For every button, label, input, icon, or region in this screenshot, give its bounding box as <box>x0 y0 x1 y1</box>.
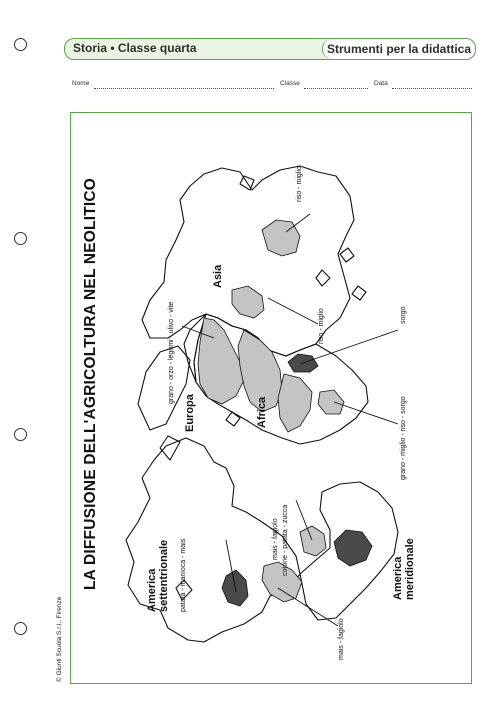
copyright-note: © Giunti Scuola S.r.l., Firenze <box>56 596 63 682</box>
crop-asia-china: riso - miglio <box>296 166 303 202</box>
subject-label: Storia • Classe quarta <box>73 41 197 55</box>
leader-asia-india <box>268 298 318 324</box>
zone-india <box>232 286 264 318</box>
class-label: Classe <box>280 80 300 87</box>
label-north-america <box>146 540 170 612</box>
label-na-line2: settentrionale <box>158 539 170 612</box>
zone-amazon-dark <box>334 530 372 566</box>
island-outline <box>226 412 240 426</box>
leader-sorgo <box>300 330 398 364</box>
crop-asia-india: riso - miglio <box>318 308 325 344</box>
zone-nile <box>278 374 312 432</box>
label-sa-line1: America <box>392 556 404 600</box>
crop-mesoamerica: mais - fagiolo <box>338 618 345 660</box>
island-outline <box>352 286 366 300</box>
name-label: Nome <box>72 80 90 87</box>
island-outline <box>316 270 330 286</box>
label-south-america <box>392 538 416 600</box>
crop-europe: grano - orzo - legumi - ulivo - vite <box>168 301 175 404</box>
zone-andes <box>300 526 326 556</box>
arctic-island-outline <box>160 436 180 460</box>
date-label: Data <box>374 80 388 87</box>
label-asia: Asia <box>212 264 224 288</box>
crop-sa-top-1: mais - fagiolo <box>272 518 279 560</box>
leader-mesoamerica <box>278 588 338 626</box>
crop-na: patata - manioca - mais <box>180 538 187 612</box>
label-europe: Europa <box>184 394 196 432</box>
zone-europe-mediterranean <box>198 318 244 404</box>
crop-sa-top-2: cotone - patata - zucca <box>282 504 289 576</box>
label-africa: Africa <box>256 396 268 428</box>
zone-west-africa <box>318 390 344 414</box>
crop-africa: grano - miglio - riso - sorgo <box>400 396 407 480</box>
worksheet-title: LA DIFFUSIONE DELL'AGRICOLTURA NEL NEOLITICO <box>82 177 99 590</box>
label-na-line1: America <box>146 568 158 612</box>
island-outline <box>340 248 354 262</box>
tools-label: Strumenti per la didattica <box>322 39 475 59</box>
crop-sorgo: sorgo <box>400 306 407 324</box>
greenland-outline <box>138 346 190 430</box>
label-sa-line2: meridionale <box>404 538 416 600</box>
